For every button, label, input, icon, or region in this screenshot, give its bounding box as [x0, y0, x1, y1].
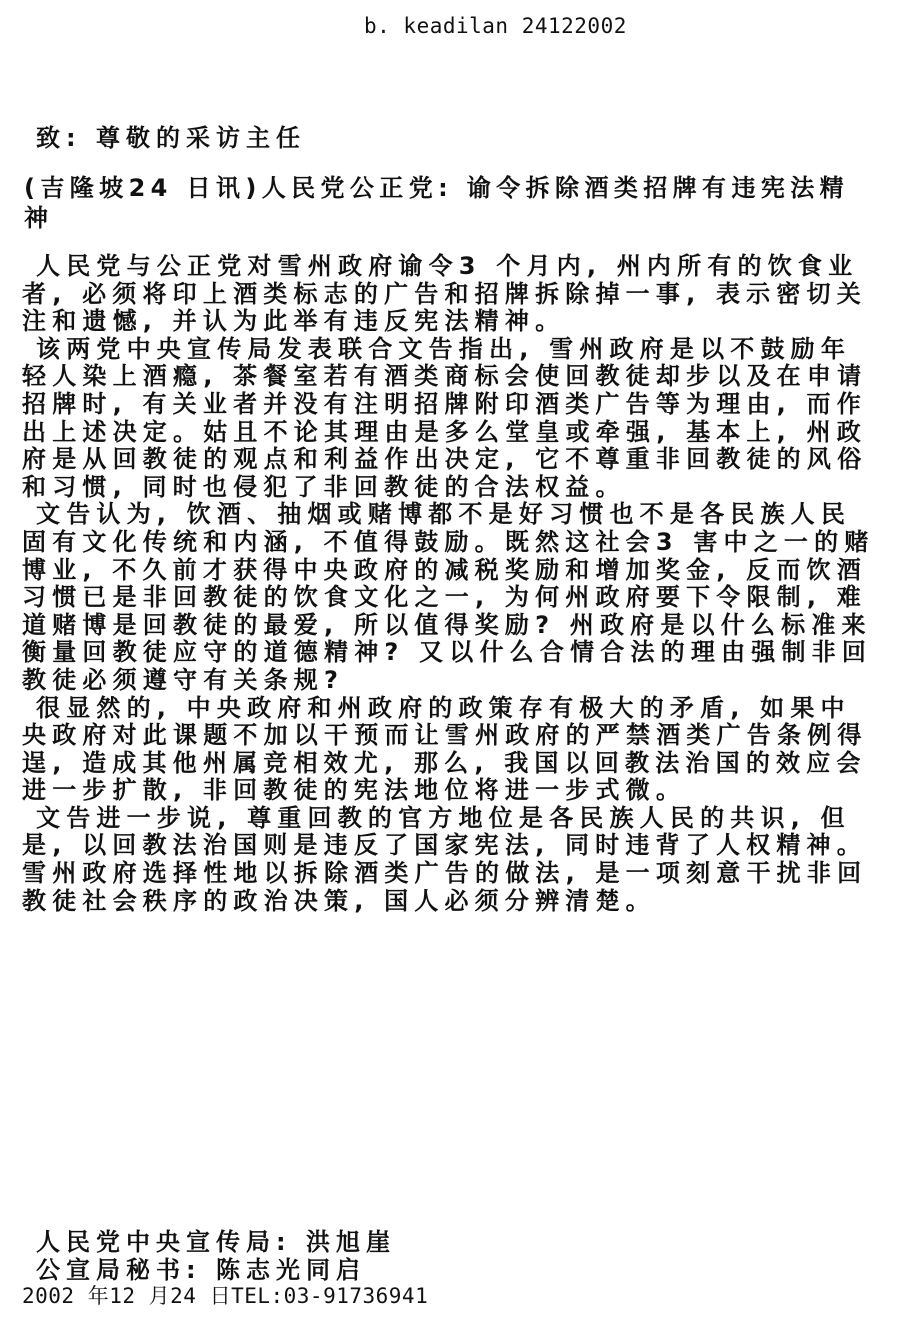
date-and-phone: 2002 年12 月24 日TEL:03-91736941 — [22, 1284, 429, 1308]
body-paragraph: 该两党中央宣传局发表联合文告指出, 雪州政府是以不鼓励年轻人染上酒瘾, 茶餐室若有酒类商标会使回教徒却步以及在申请招牌时, 有关业者并没有注明招牌附印酒类广告等为理由, 而作出上述决定。姑且不论其理由是多么堂皇或牵强, 基本上, 州政府是从回教徒的观点和利益作出决定, 它不尊重非回教徒的风俗和习惯, 同时也侵犯了非回教徒的合法权益。 — [22, 334, 868, 501]
body-paragraph: 很显然的, 中央政府和州政府的政策存有极大的矛盾, 如果中央政府对此课题不加以干预而让雪州政府的严禁酒类广告条例得逞, 造成其他州属竞相效尤, 那么, 我国以回教法治国的效应会进一步扩散, 非回教徒的宪法地位将进一步式微。 — [22, 693, 868, 805]
press-release-headline: (吉隆坡24 日讯)人民党公正党: 谕令拆除酒类招牌有违宪法精神 — [24, 174, 850, 232]
body-paragraph: 文告认为, 饮酒、抽烟或赌博都不是好习惯也不是各民族人民固有文化传统和内涵, 不值得鼓励。既然这社会3 害中之一的赌博业, 不久前才获得中央政府的减税奖励和增加奖金, 反而饮酒习惯已是非回教徒的饮食文化之一, 为何州政府要下令限制, 难道赌博是回教徒的最爱, 所以值得奖励? 州政府是以什么标准来衡量回教徒应守的道德精神? 又以什么合情合法的理由强制非回教徒必须遵守有关条规? — [22, 500, 875, 694]
signature-line-bureau: 人民党中央宣传局: 洪旭崖 — [36, 1228, 396, 1256]
salutation: 致: 尊敬的采访主任 — [36, 124, 306, 152]
fax-header-reference: b. keadilan 24122002 — [364, 14, 627, 38]
press-release-body — [22, 253, 880, 915]
body-paragraph: 人民党与公正党对雪州政府谕令3 个月内, 州内所有的饮食业者, 必须将印上酒类标志的广告和招牌拆除掉一事, 表示密切关注和遗憾, 并认为此举有违反宪法精神。 — [22, 252, 867, 336]
signature-line-secretary: 公宣局秘书: 陈志光同启 — [36, 1256, 366, 1284]
body-paragraph: 文告进一步说, 尊重回教的官方地位是各民族人民的共识, 但是, 以回教法治国则是违反了国家宪法, 同时违背了人权精神。雪州政府选择性地以拆除酒类广告的做法, 是一项刻意干扰非回教徒社会秩序的政治决策, 国人必须分辨清楚。 — [22, 803, 868, 915]
